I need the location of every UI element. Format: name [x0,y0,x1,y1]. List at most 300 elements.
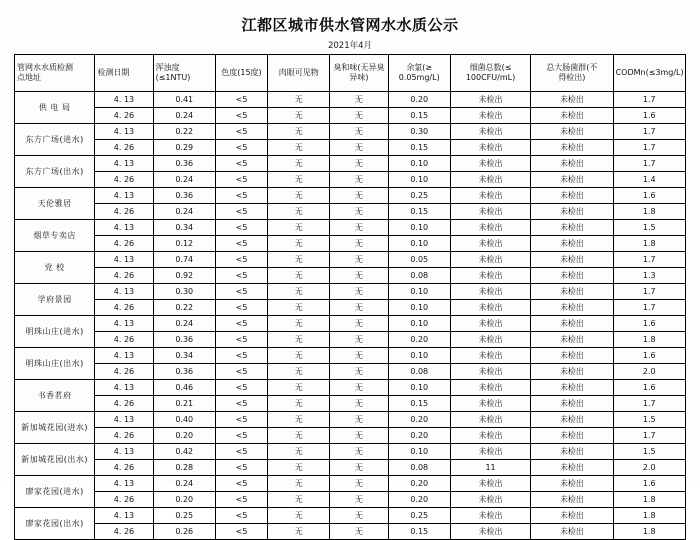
cell-date: 4. 13 [95,316,153,332]
cell-residual-chlorine: 0.10 [388,380,450,396]
cell-total-coliform: 未检出 [531,124,613,140]
cell-color: <5 [215,412,267,428]
report-period: 2021年4月 [327,41,373,51]
cell-location: 天伦雅居 [15,188,95,220]
cell-turbidity: 0.36 [153,156,215,172]
cell-bacteria-count: 未检出 [450,332,530,348]
cell-odor: 无 [330,460,388,476]
cell-total-coliform: 未检出 [531,380,613,396]
cell-odor: 无 [330,444,388,460]
table-row [15,396,686,412]
cell-total-coliform: 未检出 [531,92,613,108]
cell-turbidity: 0.24 [153,316,215,332]
cell-visible-matter: 无 [268,364,330,380]
cell-visible-matter: 无 [268,124,330,140]
column-header-turbidity [153,55,215,92]
cell-residual-chlorine: 0.10 [388,284,450,300]
cell-residual-chlorine: 0.10 [388,444,450,460]
cell-total-coliform: 未检出 [531,476,613,492]
cell-bacteria-count: 未检出 [450,252,530,268]
cell-color: <5 [215,460,267,476]
cell-color: <5 [215,476,267,492]
cell-visible-matter: 无 [268,492,330,508]
table-row [15,268,686,284]
cell-date: 4. 26 [95,428,153,444]
cell-date: 4. 13 [95,380,153,396]
cell-turbidity: 0.24 [153,172,215,188]
cell-total-coliform: 未检出 [531,300,613,316]
cell-bacteria-count: 未检出 [450,204,530,220]
cell-codmn: 1.7 [613,124,685,140]
table-row [15,188,686,204]
water-quality-table [14,54,686,540]
cell-date: 4. 13 [95,92,153,108]
cell-codmn: 1.7 [613,284,685,300]
cell-visible-matter: 无 [268,380,330,396]
column-header-bacteria-count-line1: 细菌总数(≤ [469,63,512,72]
cell-codmn: 1.3 [613,268,685,284]
cell-odor: 无 [330,316,388,332]
cell-residual-chlorine: 0.10 [388,172,450,188]
cell-date: 4. 13 [95,124,153,140]
cell-date: 4. 26 [95,524,153,540]
cell-date: 4. 13 [95,444,153,460]
cell-codmn: 1.7 [613,140,685,156]
table-row [15,380,686,396]
cell-residual-chlorine: 0.20 [388,492,450,508]
column-header-codmn [613,55,685,92]
cell-location: 新加城花园(出水) [15,444,95,476]
cell-bacteria-count: 未检出 [450,268,530,284]
cell-odor: 无 [330,140,388,156]
cell-visible-matter: 无 [268,268,330,284]
cell-turbidity: 0.30 [153,284,215,300]
cell-bacteria-count: 未检出 [450,396,530,412]
cell-codmn: 2.0 [613,364,685,380]
column-header-turbidity-line1: 浑浊度(≤1NTU) [155,63,191,82]
cell-turbidity: 0.40 [153,412,215,428]
cell-date: 4. 26 [95,460,153,476]
table-row [15,316,686,332]
table-row [15,156,686,172]
cell-visible-matter: 无 [268,444,330,460]
cell-location: 廖家花园(进水) [15,476,95,508]
cell-codmn: 1.8 [613,236,685,252]
cell-turbidity: 0.24 [153,108,215,124]
cell-visible-matter: 无 [268,524,330,540]
cell-bacteria-count: 未检出 [450,348,530,364]
cell-location: 东方广场(出水) [15,156,95,188]
cell-color: <5 [215,140,267,156]
cell-odor: 无 [330,124,388,140]
cell-odor: 无 [330,236,388,252]
cell-visible-matter: 无 [268,316,330,332]
cell-bacteria-count: 未检出 [450,316,530,332]
cell-turbidity: 0.34 [153,348,215,364]
cell-color: <5 [215,348,267,364]
cell-residual-chlorine: 0.10 [388,220,450,236]
cell-odor: 无 [330,364,388,380]
cell-location: 烟草专卖店 [15,220,95,252]
cell-color: <5 [215,124,267,140]
cell-visible-matter: 无 [268,172,330,188]
cell-residual-chlorine: 0.20 [388,332,450,348]
table-row [15,140,686,156]
column-header-color [215,55,267,92]
cell-odor: 无 [330,380,388,396]
column-header-total-coliform-line2: 得检出) [558,73,586,82]
cell-date: 4. 13 [95,348,153,364]
cell-date: 4. 13 [95,508,153,524]
cell-visible-matter: 无 [268,508,330,524]
column-header-location-line1: 管网水水质检测 [17,63,73,72]
column-header-location-line2: 点地址 [17,73,41,82]
cell-codmn: 1.8 [613,524,685,540]
cell-date: 4. 26 [95,204,153,220]
cell-codmn: 1.4 [613,172,685,188]
cell-total-coliform: 未检出 [531,428,613,444]
cell-residual-chlorine: 0.15 [388,140,450,156]
cell-color: <5 [215,156,267,172]
cell-odor: 无 [330,156,388,172]
cell-codmn: 1.8 [613,204,685,220]
cell-codmn: 2.0 [613,460,685,476]
table-row [15,108,686,124]
cell-visible-matter: 无 [268,412,330,428]
cell-date: 4. 26 [95,492,153,508]
cell-color: <5 [215,492,267,508]
cell-bacteria-count: 未检出 [450,156,530,172]
cell-odor: 无 [330,476,388,492]
cell-visible-matter: 无 [268,284,330,300]
table-row [15,236,686,252]
cell-date: 4. 13 [95,252,153,268]
cell-bacteria-count: 未检出 [450,124,530,140]
cell-color: <5 [215,284,267,300]
cell-color: <5 [215,172,267,188]
cell-codmn: 1.6 [613,188,685,204]
cell-location: 明珠山庄(进水) [15,316,95,348]
cell-visible-matter: 无 [268,156,330,172]
cell-turbidity: 0.21 [153,396,215,412]
column-header-codmn-line1: CODMn(≤3mg/L) [615,68,684,77]
cell-residual-chlorine: 0.15 [388,204,450,220]
cell-bacteria-count: 未检出 [450,140,530,156]
cell-date: 4. 26 [95,364,153,380]
cell-date: 4. 26 [95,236,153,252]
cell-turbidity: 0.92 [153,268,215,284]
cell-color: <5 [215,220,267,236]
cell-visible-matter: 无 [268,108,330,124]
cell-residual-chlorine: 0.08 [388,268,450,284]
cell-codmn: 1.8 [613,492,685,508]
cell-turbidity: 0.26 [153,524,215,540]
cell-location: 新加城花园(进水) [15,412,95,444]
cell-odor: 无 [330,412,388,428]
cell-color: <5 [215,188,267,204]
cell-codmn: 1.5 [613,412,685,428]
cell-date: 4. 26 [95,396,153,412]
cell-turbidity: 0.74 [153,252,215,268]
cell-turbidity: 0.24 [153,476,215,492]
cell-visible-matter: 无 [268,204,330,220]
table-row [15,284,686,300]
cell-total-coliform: 未检出 [531,412,613,428]
cell-residual-chlorine: 0.20 [388,412,450,428]
table-row [15,428,686,444]
column-header-bacteria-count-line2: 100CFU/mL) [465,73,516,82]
column-header-odor-line1: 臭和味(无异臭 [333,63,385,72]
cell-odor: 无 [330,348,388,364]
cell-turbidity: 0.36 [153,332,215,348]
cell-total-coliform: 未检出 [531,444,613,460]
cell-bacteria-count: 未检出 [450,380,530,396]
cell-bacteria-count: 未检出 [450,476,530,492]
column-header-date-line1: 检测日期 [97,68,130,77]
cell-total-coliform: 未检出 [531,172,613,188]
table-row [15,332,686,348]
cell-codmn: 1.8 [613,508,685,524]
cell-total-coliform: 未检出 [531,460,613,476]
cell-total-coliform: 未检出 [531,220,613,236]
cell-location: 廖家花园(出水) [15,508,95,540]
cell-residual-chlorine: 0.10 [388,348,450,364]
cell-odor: 无 [330,268,388,284]
cell-color: <5 [215,508,267,524]
cell-date: 4. 26 [95,332,153,348]
table-row [15,524,686,540]
table-header-row [15,55,686,92]
cell-total-coliform: 未检出 [531,252,613,268]
cell-turbidity: 0.22 [153,124,215,140]
cell-odor: 无 [330,396,388,412]
cell-bacteria-count: 未检出 [450,428,530,444]
cell-location: 供 电 局 [15,92,95,124]
cell-codmn: 1.7 [613,92,685,108]
cell-total-coliform: 未检出 [531,508,613,524]
table-row [15,92,686,108]
cell-odor: 无 [330,92,388,108]
cell-visible-matter: 无 [268,332,330,348]
cell-odor: 无 [330,204,388,220]
table-row [15,172,686,188]
cell-codmn: 1.7 [613,252,685,268]
cell-bacteria-count: 未检出 [450,236,530,252]
cell-location: 明珠山庄(出水) [15,348,95,380]
cell-residual-chlorine: 0.15 [388,524,450,540]
cell-odor: 无 [330,508,388,524]
cell-turbidity: 0.42 [153,444,215,460]
cell-bacteria-count: 未检出 [450,284,530,300]
cell-date: 4. 26 [95,268,153,284]
cell-turbidity: 0.25 [153,508,215,524]
cell-total-coliform: 未检出 [531,140,613,156]
table-header [15,55,686,92]
column-header-bacteria-count [450,55,530,92]
cell-total-coliform: 未检出 [531,524,613,540]
cell-turbidity: 0.41 [153,92,215,108]
cell-residual-chlorine: 0.10 [388,156,450,172]
cell-date: 4. 13 [95,412,153,428]
cell-residual-chlorine: 0.15 [388,396,450,412]
cell-color: <5 [215,332,267,348]
table-row [15,412,686,428]
cell-bacteria-count: 未检出 [450,92,530,108]
cell-codmn: 1.6 [613,316,685,332]
cell-date: 4. 26 [95,172,153,188]
cell-color: <5 [215,444,267,460]
column-header-total-coliform-line1: 总大肠菌群(不 [546,63,598,72]
cell-visible-matter: 无 [268,428,330,444]
cell-color: <5 [215,428,267,444]
cell-date: 4. 13 [95,188,153,204]
table-row [15,492,686,508]
cell-location: 书香茗府 [15,380,95,412]
cell-bacteria-count: 未检出 [450,412,530,428]
cell-codmn: 1.7 [613,156,685,172]
cell-date: 4. 13 [95,284,153,300]
cell-date: 4. 13 [95,220,153,236]
column-header-visible-matter-line1: 肉眼可见物 [278,68,319,77]
column-header-visible-matter [268,55,330,92]
table-row [15,444,686,460]
cell-turbidity: 0.29 [153,140,215,156]
cell-total-coliform: 未检出 [531,492,613,508]
cell-odor: 无 [330,332,388,348]
cell-turbidity: 0.12 [153,236,215,252]
cell-odor: 无 [330,524,388,540]
cell-location: 东方广场(进水) [15,124,95,156]
cell-color: <5 [215,396,267,412]
cell-total-coliform: 未检出 [531,204,613,220]
table-row [15,252,686,268]
cell-color: <5 [215,236,267,252]
cell-codmn: 1.5 [613,444,685,460]
cell-visible-matter: 无 [268,220,330,236]
cell-bacteria-count: 未检出 [450,524,530,540]
column-header-residual-chlorine [388,55,450,92]
cell-color: <5 [215,268,267,284]
cell-color: <5 [215,300,267,316]
cell-color: <5 [215,108,267,124]
cell-bacteria-count: 未检出 [450,492,530,508]
cell-visible-matter: 无 [268,188,330,204]
cell-codmn: 1.6 [613,380,685,396]
cell-date: 4. 26 [95,140,153,156]
cell-total-coliform: 未检出 [531,156,613,172]
cell-odor: 无 [330,428,388,444]
cell-odor: 无 [330,188,388,204]
cell-bacteria-count: 未检出 [450,172,530,188]
cell-codmn: 1.6 [613,108,685,124]
cell-bacteria-count: 未检出 [450,220,530,236]
cell-odor: 无 [330,284,388,300]
cell-color: <5 [215,316,267,332]
cell-bacteria-count: 未检出 [450,444,530,460]
cell-total-coliform: 未检出 [531,236,613,252]
cell-odor: 无 [330,252,388,268]
cell-date: 4. 13 [95,156,153,172]
table-row [15,476,686,492]
cell-total-coliform: 未检出 [531,188,613,204]
column-header-date [95,55,153,92]
cell-turbidity: 0.24 [153,204,215,220]
cell-color: <5 [215,364,267,380]
cell-visible-matter: 无 [268,92,330,108]
cell-residual-chlorine: 0.10 [388,316,450,332]
cell-turbidity: 0.22 [153,300,215,316]
cell-total-coliform: 未检出 [531,316,613,332]
cell-turbidity: 0.20 [153,428,215,444]
cell-turbidity: 0.46 [153,380,215,396]
cell-residual-chlorine: 0.08 [388,460,450,476]
cell-odor: 无 [330,492,388,508]
cell-visible-matter: 无 [268,236,330,252]
cell-date: 4. 26 [95,300,153,316]
cell-residual-chlorine: 0.10 [388,300,450,316]
cell-visible-matter: 无 [268,300,330,316]
cell-residual-chlorine: 0.30 [388,124,450,140]
column-header-residual-chlorine-line1: 余氯(≥ [406,63,433,72]
cell-residual-chlorine: 0.10 [388,236,450,252]
cell-bacteria-count: 未检出 [450,508,530,524]
table-row [15,508,686,524]
cell-odor: 无 [330,172,388,188]
cell-codmn: 1.7 [613,428,685,444]
cell-total-coliform: 未检出 [531,332,613,348]
table-row [15,204,686,220]
cell-visible-matter: 无 [268,476,330,492]
cell-visible-matter: 无 [268,348,330,364]
cell-residual-chlorine: 0.20 [388,476,450,492]
table-row [15,124,686,140]
cell-date: 4. 13 [95,476,153,492]
cell-color: <5 [215,92,267,108]
cell-color: <5 [215,204,267,220]
cell-turbidity: 0.20 [153,492,215,508]
cell-visible-matter: 无 [268,460,330,476]
column-header-odor-line2: 异味) [349,73,369,82]
cell-color: <5 [215,380,267,396]
table-row [15,460,686,476]
cell-visible-matter: 无 [268,140,330,156]
cell-turbidity: 0.36 [153,188,215,204]
table-body [15,92,686,540]
cell-residual-chlorine: 0.20 [388,428,450,444]
column-header-odor [330,55,388,92]
cell-residual-chlorine: 0.25 [388,508,450,524]
cell-location: 党 校 [15,252,95,284]
column-header-residual-chlorine-line2: 0.05mg/L) [398,73,440,82]
cell-codmn: 1.8 [613,332,685,348]
cell-turbidity: 0.28 [153,460,215,476]
cell-bacteria-count: 未检出 [450,364,530,380]
cell-residual-chlorine: 0.05 [388,252,450,268]
table-row [15,364,686,380]
cell-residual-chlorine: 0.20 [388,92,450,108]
cell-bacteria-count: 11 [450,460,530,476]
cell-visible-matter: 无 [268,252,330,268]
cell-odor: 无 [330,108,388,124]
cell-total-coliform: 未检出 [531,348,613,364]
cell-residual-chlorine: 0.15 [388,108,450,124]
cell-date: 4. 26 [95,108,153,124]
cell-residual-chlorine: 0.25 [388,188,450,204]
column-header-color-line1: 色度(15度) [221,68,262,77]
column-header-total-coliform [531,55,613,92]
cell-codmn: 1.6 [613,476,685,492]
column-header-location [15,55,95,92]
